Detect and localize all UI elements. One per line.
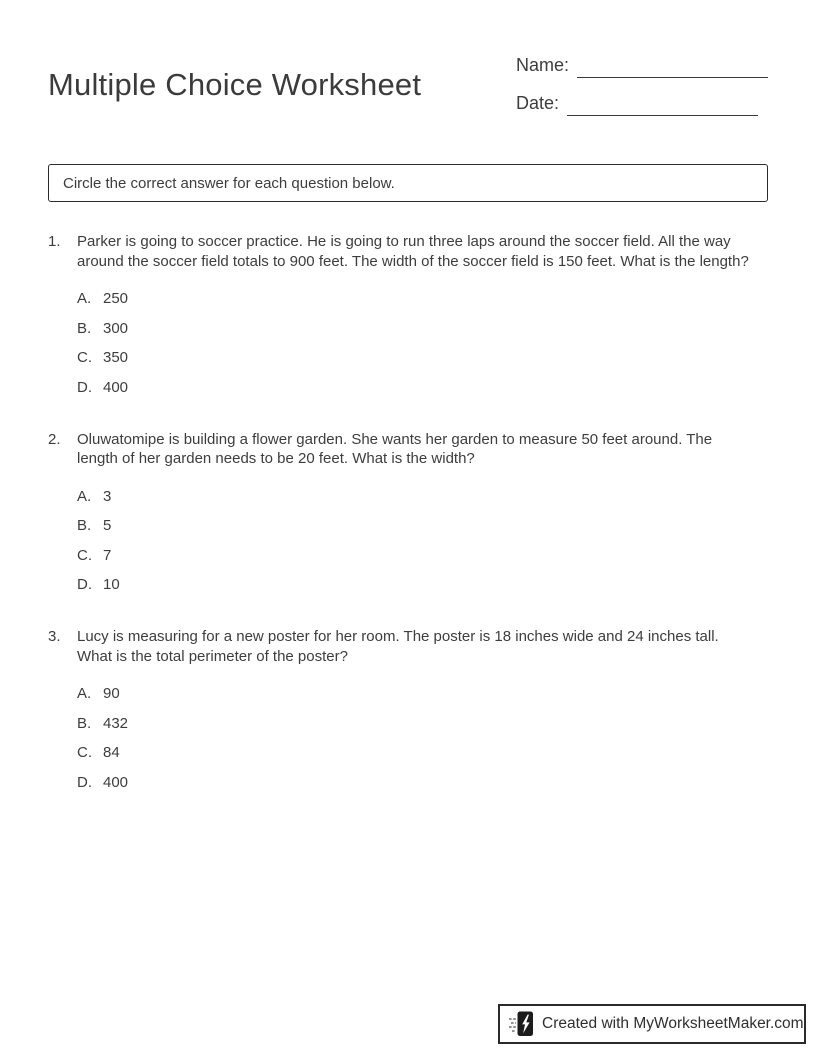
option-value: 400 — [103, 773, 129, 791]
option-value: 300 — [103, 319, 129, 337]
name-input-line[interactable] — [577, 51, 768, 78]
option-value: 84 — [103, 744, 120, 761]
option-letter: D. — [77, 378, 92, 396]
option-b[interactable] — [77, 518, 768, 534]
option-value: 7 — [103, 546, 112, 564]
option-b[interactable] — [77, 716, 768, 732]
option-d[interactable] — [77, 775, 768, 791]
question-1-head — [48, 232, 768, 271]
option-letter: D. — [77, 773, 92, 791]
credit-text: Created with MyWorksheetMaker.com — [542, 1015, 804, 1032]
option-a[interactable] — [77, 489, 768, 505]
option-letter: D. — [77, 576, 92, 593]
question-2-options — [77, 489, 768, 594]
question-2-head — [48, 430, 768, 469]
question-text: Lucy is measuring for a new poster for her room. The poster is 18 inches wide and 24 inches tall. What is the total perimeter of the poster? — [77, 628, 719, 665]
option-a[interactable] — [77, 291, 768, 307]
instructions-text: Circle the correct answer for each question below. — [63, 174, 395, 192]
question-text: Oluwatomipe is building a flower garden. She wants her garden to measure 50 feet around. The length of her garden needs to be 20 feet. What is the width? — [77, 430, 713, 467]
question-3-options — [77, 686, 768, 791]
option-letter: B. — [77, 714, 92, 732]
name-date-block — [516, 48, 768, 124]
question-3 — [48, 627, 768, 791]
date-field-row — [516, 86, 768, 116]
question-number: 2. — [48, 430, 61, 448]
option-letter: C. — [77, 744, 92, 761]
question-1 — [48, 232, 768, 396]
creator-credit-badge — [498, 1004, 806, 1044]
question-number: 3. — [48, 628, 61, 645]
question-3-head — [48, 627, 768, 666]
option-letter: A. — [77, 685, 92, 702]
option-value: 350 — [103, 349, 129, 366]
name-field-row — [516, 48, 768, 78]
option-c[interactable] — [77, 548, 768, 564]
option-value: 90 — [103, 685, 120, 702]
questions-list — [48, 232, 768, 825]
option-value: 5 — [103, 517, 112, 534]
page-title: Multiple Choice Worksheet — [48, 66, 422, 102]
option-letter: A. — [77, 290, 92, 307]
date-input-line[interactable] — [567, 89, 758, 116]
option-c[interactable] — [77, 745, 768, 761]
option-letter: C. — [77, 349, 92, 366]
question-text: Parker is going to soccer practice. He is going to run three laps around the soccer field. All the way around the soccer field totals to 900 feet. The width of the soccer field is 150 feet. What is the length? — [77, 233, 749, 270]
question-number: 1. — [48, 233, 61, 250]
option-letter: C. — [77, 546, 92, 564]
option-value: 10 — [103, 576, 120, 593]
option-b[interactable] — [77, 321, 768, 337]
option-value: 400 — [103, 378, 129, 396]
worksheetmaker-logo-icon — [509, 1010, 535, 1038]
question-1-options — [77, 291, 768, 396]
option-d[interactable] — [77, 577, 768, 593]
option-value: 250 — [103, 290, 129, 307]
option-c[interactable] — [77, 350, 768, 366]
option-a[interactable] — [77, 686, 768, 702]
option-d[interactable] — [77, 380, 768, 396]
instructions-box — [48, 164, 768, 202]
name-label: Name: — [515, 55, 569, 75]
option-letter: B. — [77, 319, 92, 337]
question-2 — [48, 430, 768, 594]
option-letter: B. — [77, 517, 92, 534]
option-value: 432 — [103, 714, 129, 732]
option-letter: A. — [77, 487, 92, 505]
date-label: Date: — [515, 93, 560, 113]
option-value: 3 — [103, 487, 112, 505]
